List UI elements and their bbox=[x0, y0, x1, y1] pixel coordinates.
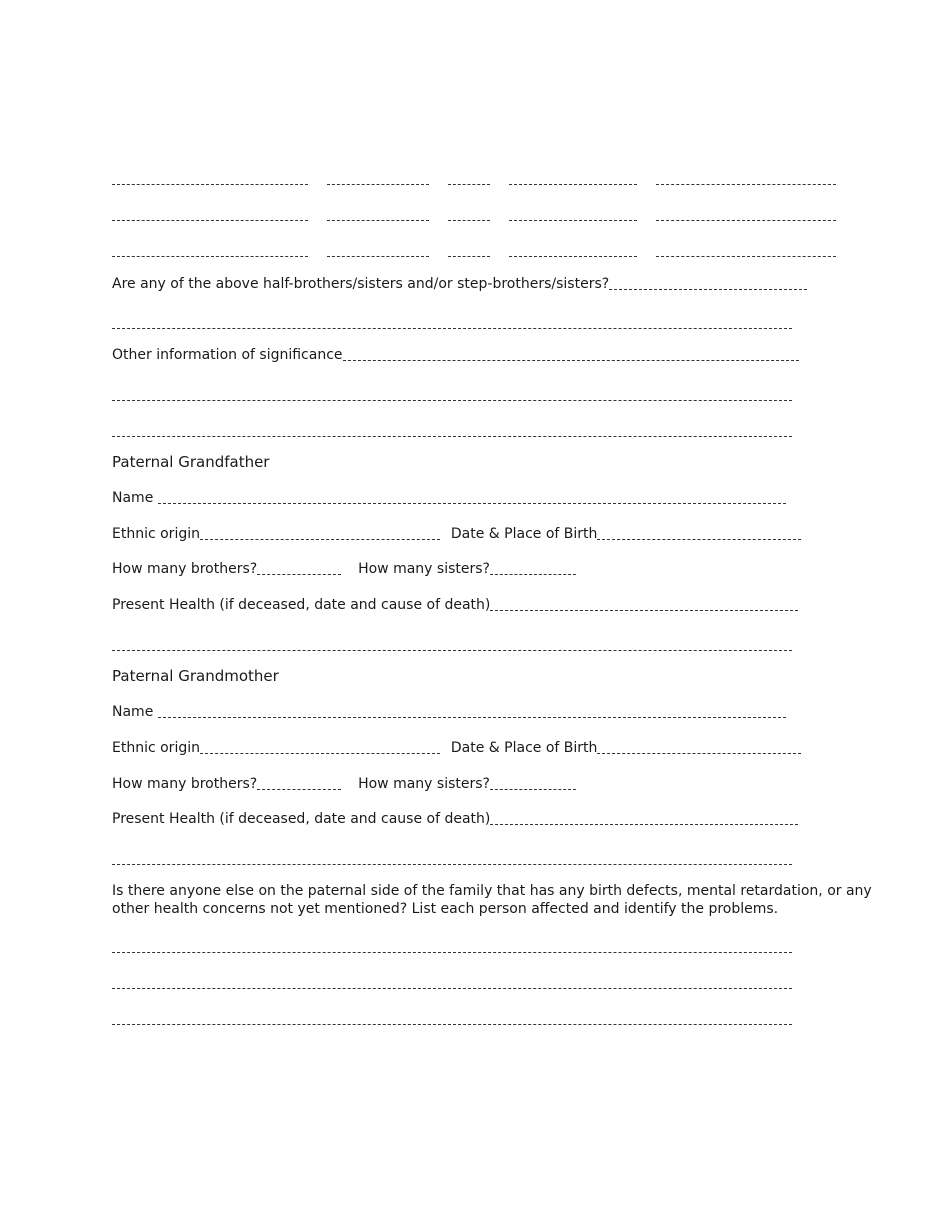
grandmother-name-field[interactable] bbox=[158, 704, 786, 718]
sibling-field-2[interactable] bbox=[327, 171, 429, 185]
grandfather-siblings-row bbox=[112, 560, 576, 578]
brothers-label: How many brothers? bbox=[112, 561, 258, 577]
ethnic-origin-label: Ethnic origin bbox=[112, 740, 200, 756]
ethnic-origin-label: Ethnic origin bbox=[112, 526, 200, 542]
grandfather-origin-row bbox=[112, 525, 801, 543]
other-info-continued bbox=[112, 422, 792, 440]
brothers-label: How many brothers? bbox=[112, 776, 258, 792]
grandfather-name-field[interactable] bbox=[158, 490, 786, 504]
dob-label: Date & Place of Birth bbox=[450, 740, 598, 756]
other-info-line-3[interactable] bbox=[112, 423, 792, 437]
grandmother-health-line-2[interactable] bbox=[112, 851, 792, 865]
paternal-grandmother-heading: Paternal Grandmother bbox=[112, 667, 279, 685]
other-info-row bbox=[112, 346, 799, 364]
grandmother-name-row bbox=[112, 703, 786, 721]
half-step-question-row bbox=[112, 275, 807, 293]
sibling-row bbox=[112, 170, 836, 188]
sibling-field-2[interactable] bbox=[327, 243, 429, 257]
name-label: Name bbox=[112, 704, 154, 720]
grandmother-ethnic-origin-field[interactable] bbox=[200, 740, 440, 754]
half-step-answer-line-2[interactable] bbox=[112, 315, 792, 329]
sibling-field-5[interactable] bbox=[656, 243, 836, 257]
grandfather-health-row bbox=[112, 596, 798, 614]
grandmother-health-row bbox=[112, 810, 798, 828]
sibling-field-4[interactable] bbox=[509, 171, 637, 185]
sibling-field-4[interactable] bbox=[509, 243, 637, 257]
grandfather-brothers-field[interactable] bbox=[257, 561, 341, 575]
half-step-answer-continued bbox=[112, 314, 792, 332]
other-info-continued bbox=[112, 386, 792, 404]
sibling-field-3[interactable] bbox=[448, 207, 490, 221]
health-label: Present Health (if deceased, date and cause of death) bbox=[112, 597, 491, 613]
grandmother-health-field[interactable] bbox=[490, 811, 798, 825]
grandfather-health-line-2[interactable] bbox=[112, 637, 792, 651]
paternal-side-answer-line-3[interactable] bbox=[112, 1011, 792, 1025]
sisters-label: How many sisters? bbox=[358, 776, 490, 792]
grandfather-health-field[interactable] bbox=[490, 597, 798, 611]
sibling-field-3[interactable] bbox=[448, 243, 490, 257]
sibling-field-2[interactable] bbox=[327, 207, 429, 221]
grandmother-siblings-row bbox=[112, 775, 576, 793]
paternal-side-answer bbox=[112, 974, 792, 992]
paternal-grandfather-heading: Paternal Grandfather bbox=[112, 453, 270, 471]
sibling-name-field[interactable] bbox=[112, 243, 308, 257]
sibling-row bbox=[112, 206, 836, 224]
paternal-side-answer bbox=[112, 1010, 792, 1028]
grandmother-origin-row bbox=[112, 739, 801, 757]
grandmother-dob-field[interactable] bbox=[597, 740, 801, 754]
grandfather-sisters-field[interactable] bbox=[490, 561, 576, 575]
grandfather-dob-field[interactable] bbox=[597, 526, 801, 540]
other-info-label: Other information of significance bbox=[112, 347, 343, 363]
half-step-answer-field[interactable] bbox=[609, 276, 807, 290]
grandfather-name-row bbox=[112, 489, 786, 507]
sibling-row bbox=[112, 242, 836, 260]
paternal-side-answer-line-2[interactable] bbox=[112, 975, 792, 989]
grandmother-brothers-field[interactable] bbox=[257, 776, 341, 790]
dob-label: Date & Place of Birth bbox=[450, 526, 598, 542]
health-label: Present Health (if deceased, date and cause of death) bbox=[112, 811, 491, 827]
half-step-question-label: Are any of the above half-brothers/sisters and/or step-brothers/sisters? bbox=[112, 276, 610, 292]
paternal-side-question: Is there anyone else on the paternal side of the family that has any birth defects, mental retardation, or any other health concerns not yet mentioned? List each person affected and identify the problems. bbox=[112, 883, 872, 917]
sibling-field-5[interactable] bbox=[656, 171, 836, 185]
grandfather-health-continued bbox=[112, 636, 792, 654]
name-label: Name bbox=[112, 490, 154, 506]
sibling-field-4[interactable] bbox=[509, 207, 637, 221]
grandmother-health-continued bbox=[112, 850, 792, 868]
paternal-side-answer-line-1[interactable] bbox=[112, 939, 792, 953]
grandmother-sisters-field[interactable] bbox=[490, 776, 576, 790]
sibling-name-field[interactable] bbox=[112, 207, 308, 221]
sibling-field-5[interactable] bbox=[656, 207, 836, 221]
other-info-line-2[interactable] bbox=[112, 387, 792, 401]
sibling-name-field[interactable] bbox=[112, 171, 308, 185]
other-info-field[interactable] bbox=[343, 347, 799, 361]
sisters-label: How many sisters? bbox=[358, 561, 490, 577]
grandfather-ethnic-origin-field[interactable] bbox=[200, 526, 440, 540]
sibling-field-3[interactable] bbox=[448, 171, 490, 185]
paternal-side-answer bbox=[112, 938, 792, 956]
